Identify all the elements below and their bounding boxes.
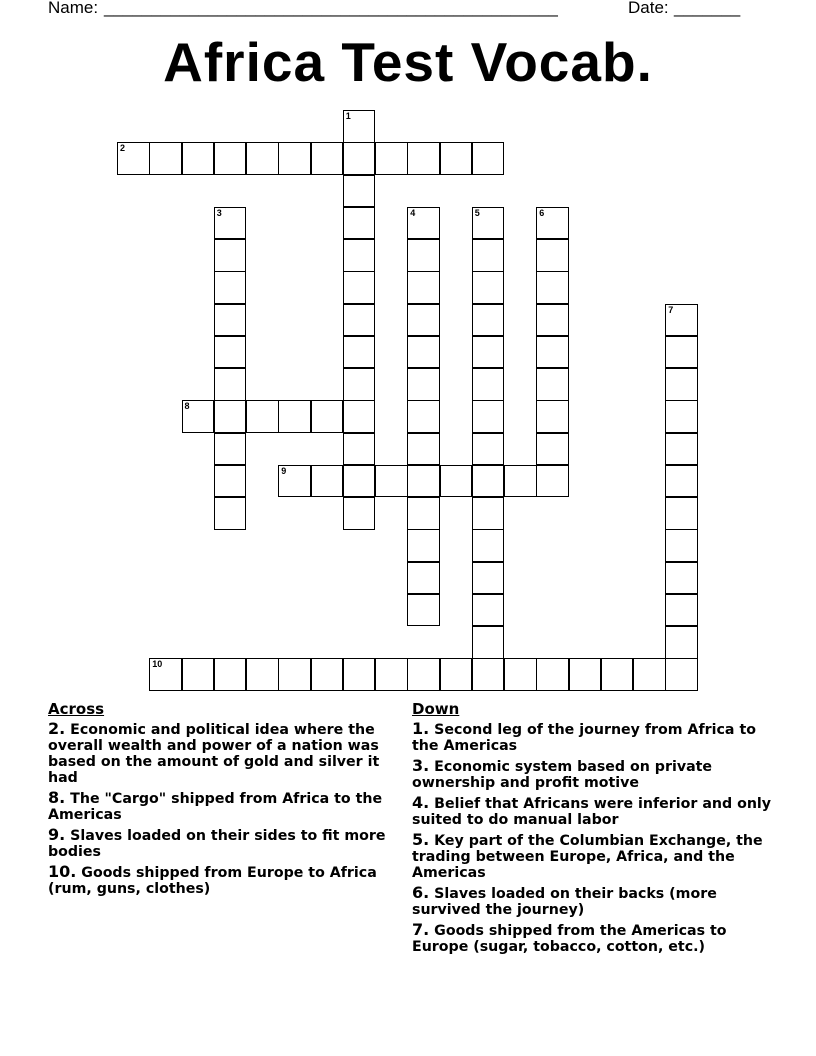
grid-cell[interactable] (633, 658, 666, 691)
grid-cell[interactable] (182, 142, 215, 175)
clue-across-2: 2. Economic and political idea where the overall wealth and power of a nation was based on the amount of gold and silver it had (48, 719, 380, 786)
grid-cell[interactable] (536, 658, 569, 691)
grid-cell[interactable] (407, 497, 440, 530)
grid-cell[interactable] (665, 368, 698, 401)
grid-cell[interactable] (343, 175, 376, 208)
grid-cell[interactable] (214, 142, 247, 175)
grid-cell[interactable] (343, 497, 376, 530)
grid-cell[interactable] (536, 336, 569, 369)
clue-down-3: 3. Economic system based on private ownership and profit motive (412, 756, 713, 791)
grid-cell[interactable] (149, 658, 182, 691)
across-heading: Across (48, 700, 105, 718)
name-line[interactable]: ________________________________________________ (104, 0, 558, 17)
clue-across-8: 8. The "Cargo" shipped from Africa to the Americas (48, 788, 383, 823)
grid-cell[interactable] (407, 562, 440, 595)
grid-cell[interactable] (536, 304, 569, 337)
grid-cell[interactable] (214, 368, 247, 401)
grid-cell[interactable] (536, 207, 569, 240)
grid-cell[interactable] (278, 400, 311, 433)
grid-cell[interactable] (214, 271, 247, 304)
grid-cell[interactable] (440, 658, 473, 691)
grid-cell[interactable] (343, 304, 376, 337)
grid-cell[interactable] (278, 465, 311, 498)
date-line[interactable]: _______ (674, 0, 741, 17)
grid-cell[interactable] (246, 658, 279, 691)
grid-cell[interactable] (214, 497, 247, 530)
grid-cell[interactable] (504, 465, 537, 498)
grid-cell[interactable] (214, 433, 247, 466)
grid-cell[interactable] (504, 658, 537, 691)
grid-cell[interactable] (375, 658, 408, 691)
grid-cell[interactable] (665, 562, 698, 595)
grid-cell[interactable] (407, 594, 440, 627)
grid-cell[interactable] (407, 529, 440, 562)
grid-cell[interactable] (407, 368, 440, 401)
grid-cell[interactable] (472, 562, 505, 595)
grid-cell[interactable] (278, 658, 311, 691)
clue-across-9: 9. Slaves loaded on their sides to fit more bodies (48, 825, 386, 860)
grid-cell[interactable] (665, 497, 698, 530)
grid-cell[interactable] (472, 433, 505, 466)
grid-cell[interactable] (214, 239, 247, 272)
grid-cell[interactable] (472, 658, 505, 691)
grid-cell[interactable] (440, 465, 473, 498)
grid-cell[interactable] (214, 336, 247, 369)
date-label: Date: (628, 0, 669, 17)
grid-cell[interactable] (472, 207, 505, 240)
grid-cell[interactable] (665, 304, 698, 337)
grid-cell[interactable] (472, 400, 505, 433)
grid-cell[interactable] (472, 626, 505, 659)
clue-across-10: 10. Goods shipped from Europe to Africa (rum, guns, clothes) (48, 862, 377, 897)
across-clues (48, 700, 408, 901)
grid-cell[interactable] (343, 433, 376, 466)
clue-number: 5 (474, 207, 480, 218)
clue-number: 6 (539, 207, 545, 218)
grid-cell[interactable] (472, 594, 505, 627)
grid-cell[interactable] (536, 368, 569, 401)
grid-cell[interactable] (536, 271, 569, 304)
grid-cell[interactable] (407, 239, 440, 272)
grid-cell[interactable] (472, 304, 505, 337)
grid-cell[interactable] (407, 465, 440, 498)
grid-cell[interactable] (246, 400, 279, 433)
grid-cell[interactable] (407, 433, 440, 466)
grid-cell[interactable] (214, 400, 247, 433)
grid-cell[interactable] (343, 239, 376, 272)
grid-cell[interactable] (407, 271, 440, 304)
grid-cell[interactable] (601, 658, 634, 691)
grid-cell[interactable] (214, 207, 247, 240)
clue-down-5: 5. Key part of the Columbian Exchange, the trading between Europe, Africa, and the Americas (412, 830, 763, 881)
grid-cell[interactable] (472, 239, 505, 272)
grid-cell[interactable] (407, 304, 440, 337)
grid-cell[interactable] (182, 658, 215, 691)
grid-cell[interactable] (665, 433, 698, 466)
grid-cell[interactable] (472, 336, 505, 369)
clue-down-6: 6. Slaves loaded on their backs (more survived the journey) (412, 883, 717, 918)
grid-cell[interactable] (311, 400, 344, 433)
grid-cell[interactable] (343, 368, 376, 401)
grid-cell[interactable] (311, 142, 344, 175)
grid-cell[interactable] (407, 207, 440, 240)
grid-cell[interactable] (472, 142, 505, 175)
grid-cell[interactable] (472, 497, 505, 530)
grid-cell[interactable] (536, 239, 569, 272)
clue-number: 1 (345, 111, 351, 121)
grid-cell[interactable] (343, 465, 376, 498)
page-title: Africa Test Vocab. (163, 31, 653, 93)
grid-cell[interactable] (536, 433, 569, 466)
down-clues (412, 700, 772, 959)
grid-cell[interactable] (117, 142, 150, 175)
grid-cell[interactable] (375, 142, 408, 175)
grid-cell[interactable] (311, 658, 344, 691)
clue-number: 4 (410, 207, 416, 218)
clue-number: 2 (120, 143, 126, 154)
grid-cell[interactable] (440, 142, 473, 175)
clue-number: 7 (668, 304, 674, 315)
grid-cell[interactable] (665, 529, 698, 562)
grid-cell[interactable] (407, 400, 440, 433)
clue-number: 9 (281, 465, 287, 476)
name-label: Name: (48, 0, 99, 17)
grid-cell[interactable] (569, 658, 602, 691)
grid-cell[interactable] (343, 658, 376, 691)
grid-cell[interactable] (343, 207, 376, 240)
clue-number: 3 (216, 207, 222, 218)
grid-cell[interactable] (214, 658, 247, 691)
grid-cell[interactable] (472, 529, 505, 562)
grid-cell[interactable] (246, 142, 279, 175)
grid-cell[interactable] (343, 400, 376, 433)
grid-cell[interactable] (665, 658, 698, 691)
grid-cell[interactable] (149, 142, 182, 175)
grid-cell[interactable] (343, 271, 376, 304)
grid-cell[interactable] (407, 142, 440, 175)
grid-cell[interactable] (665, 465, 698, 498)
grid-cell[interactable] (536, 400, 569, 433)
grid-cell[interactable] (311, 465, 344, 498)
grid-cell[interactable] (343, 110, 376, 143)
grid-cell[interactable] (375, 465, 408, 498)
grid-cell[interactable] (214, 465, 247, 498)
grid-cell[interactable] (407, 658, 440, 691)
grid-cell[interactable] (182, 400, 215, 433)
grid-cell[interactable] (665, 336, 698, 369)
clue-down-4: 4. Belief that Africans were inferior and only suited to do manual labor (412, 793, 772, 828)
grid-cell[interactable] (343, 142, 376, 175)
grid-cell[interactable] (278, 142, 311, 175)
header (0, 0, 816, 22)
grid-cell[interactable] (665, 400, 698, 433)
clue-number: 10 (152, 659, 163, 670)
grid-cell[interactable] (343, 336, 376, 369)
grid-cell[interactable] (472, 368, 505, 401)
grid-cell[interactable] (665, 594, 698, 627)
clue-number: 8 (184, 401, 190, 412)
down-heading: Down (412, 700, 460, 718)
grid-cell[interactable] (407, 336, 440, 369)
grid-cell[interactable] (214, 304, 247, 337)
clue-down-1: 1. Second leg of the journey from Africa to the Americas (412, 719, 756, 754)
grid-cell[interactable] (536, 465, 569, 498)
grid-cell[interactable] (472, 465, 505, 498)
grid-cell[interactable] (472, 271, 505, 304)
clue-down-7: 7. Goods shipped from the Americas to Europe (sugar, tobacco, cotton, etc.) (412, 920, 727, 955)
grid-cell[interactable] (665, 626, 698, 659)
